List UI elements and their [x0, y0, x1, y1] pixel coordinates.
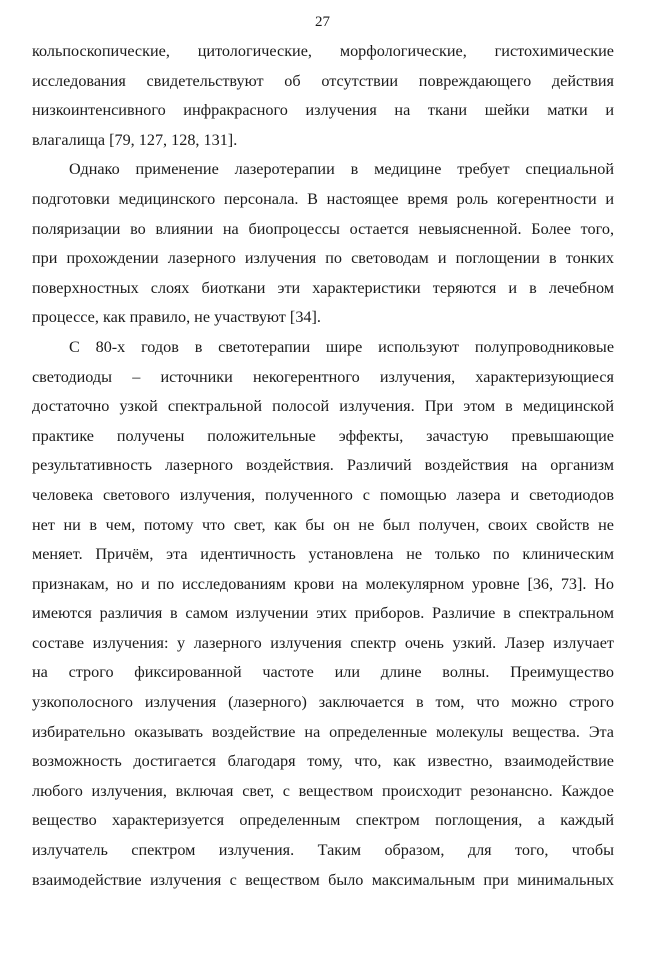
document-body: [32, 37, 614, 895]
text-line: избирательно оказывать воздействие на определенные молекулы вещества. Эта: [32, 722, 614, 741]
text-line: взаимодействие излучения с веществом было максимальным при минимальных: [32, 870, 614, 889]
text-line: кольпоскопические, цитологические, морфологические, гистохимические: [32, 42, 614, 60]
text-line: при прохождении лазерного излучения по световодам и поглощении в тонких: [32, 249, 614, 268]
text-line: нет ни в чем, потому что свет, как бы он не был получен, своих свойств не: [32, 515, 614, 534]
page-number: 27: [315, 14, 330, 30]
text-line: составе излучения: у лазерного излучения спектр очень узкий. Лазер излучает: [32, 633, 614, 652]
paragraph-1: [32, 37, 614, 155]
text-line: процессе, как правило, не участвуют [34].: [32, 308, 321, 327]
text-line: признакам, но и по исследованиям крови на молекулярном уровне [36, 73]. Но: [32, 574, 614, 593]
text-line: практике получены положительные эффекты, зачастую превышающие: [32, 426, 614, 445]
paragraph-2: [32, 155, 614, 333]
text-line: излучатель спектром излучения. Таким образом, для того, чтобы: [32, 841, 614, 860]
text-line: человека светового излучения, полученного с помощью лазера и светодиодов: [32, 485, 614, 504]
text-line: исследования свидетельствуют об отсутствии повреждающего действия: [32, 71, 614, 90]
text-line: меняет. Причём, эта идентичность установлена не только по клиническим: [32, 545, 614, 564]
text-line: подготовки медицинского персонала. В настоящее время роль когерентности и: [32, 189, 614, 208]
text-line: Однако применение лазеротерапии в медицине требует специальной: [69, 160, 614, 179]
text-line: узкополосного излучения (лазерного) заключается в том, что можно строго: [32, 693, 614, 712]
paragraph-3: [32, 333, 614, 895]
text-line: влагалища [79, 127, 128, 131].: [32, 130, 238, 149]
text-line: результативность лазерного воздействия. Различий воздействия на организм: [32, 456, 614, 475]
text-line: имеются различия в самом излучении этих приборов. Различие в спектральном: [32, 604, 614, 623]
text-line: достаточно узкой спектральной полосой излучения. При этом в медицинской: [32, 397, 614, 416]
text-line: светодиоды – источники некогерентного излучения, характеризующиеся: [32, 367, 614, 386]
text-line: низкоинтенсивного инфракрасного излучения на ткани шейки матки и: [32, 101, 614, 120]
text-line: на строго фиксированной частоте или длине волны. Преимущество: [32, 663, 614, 682]
text-line: вещество характеризуется определенным спектром поглощения, а каждый: [32, 811, 614, 830]
text-line: любого излучения, включая свет, с веществом происходит резонансно. Каждое: [32, 781, 614, 800]
text-line: поляризации во влиянии на биопроцессы остается невыясненной. Более того,: [32, 219, 614, 238]
text-line: С 80-х годов в светотерапии шире используют полупроводниковые: [69, 337, 614, 356]
text-line: поверхностных слоях биоткани эти характеристики теряются и в лечебном: [32, 278, 614, 297]
text-line: возможность достигается благодаря тому, что, как известно, взаимодействие: [32, 752, 614, 771]
